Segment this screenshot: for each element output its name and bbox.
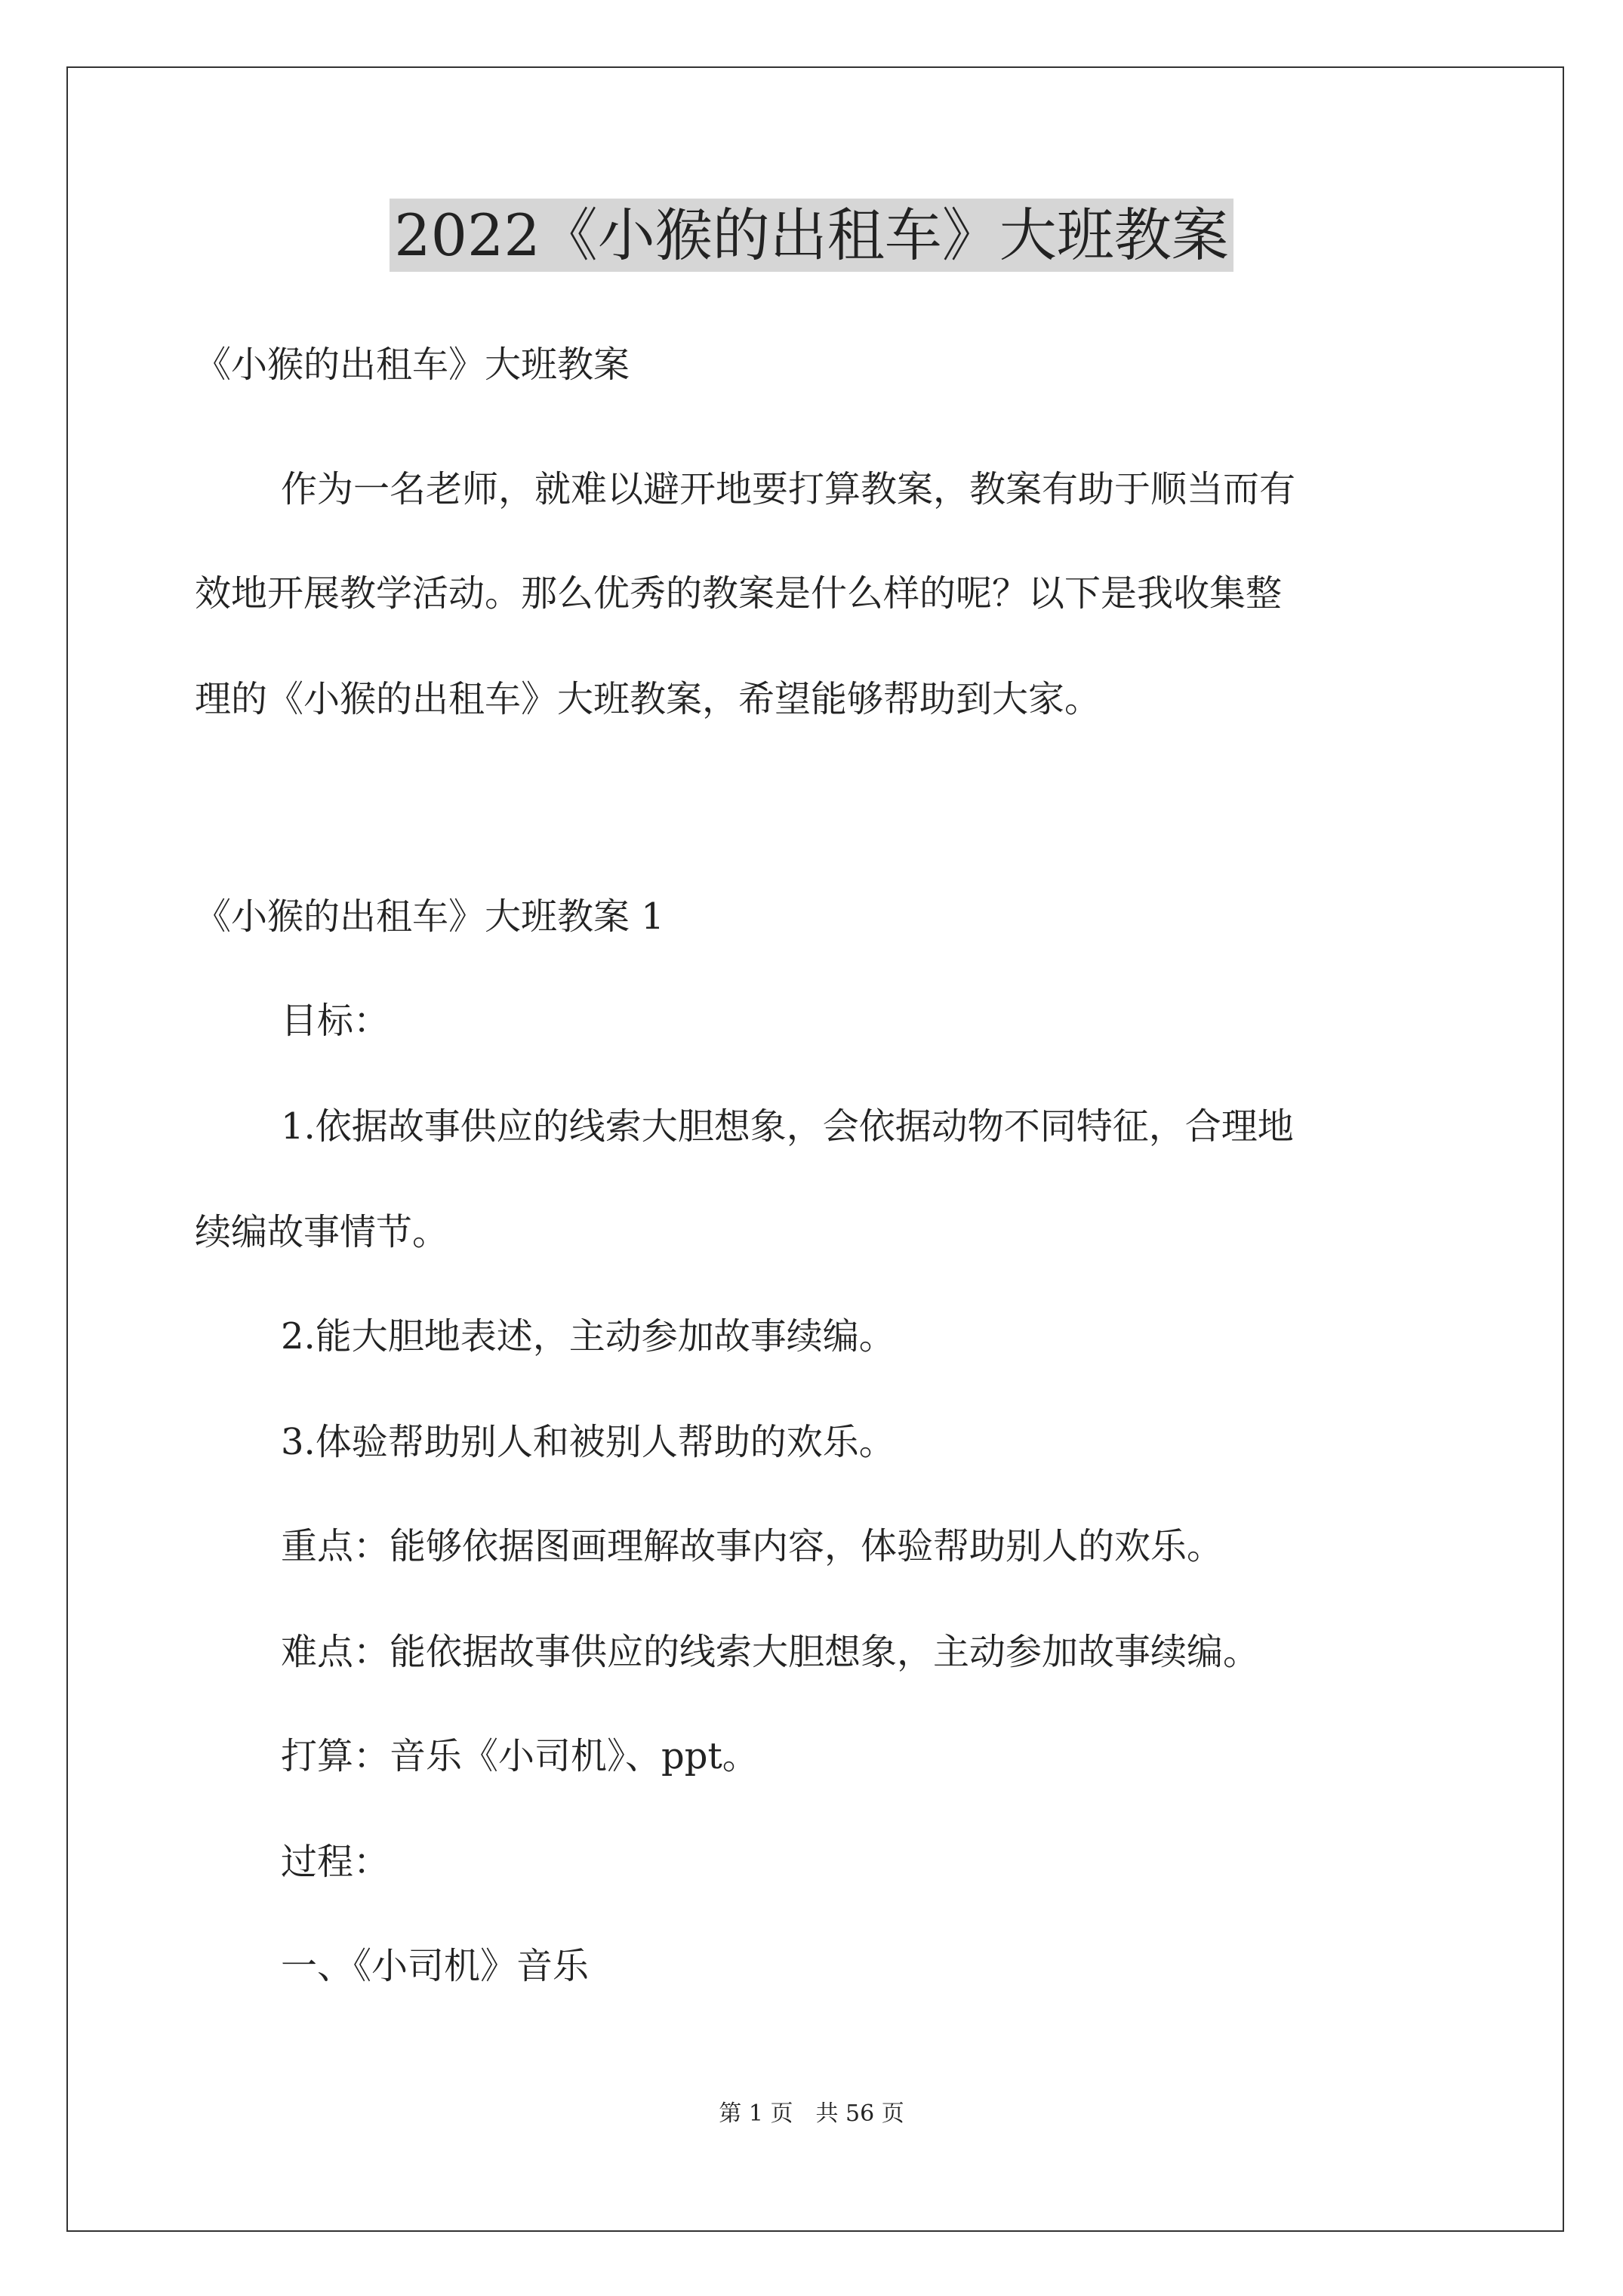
goal-1-line-1: 1.依据故事供应的线索大胆想象，会依据动物不同特征，合理地 — [281, 1105, 1294, 1148]
difficulty: 难点：能依据故事供应的线索大胆想象，主动参加故事续编。 — [281, 1631, 1260, 1673]
goals-label: 目标： — [281, 1000, 390, 1042]
goal-3: 3.体验帮助别人和被别人帮助的欢乐。 — [281, 1421, 895, 1463]
key-point: 重点：能够依据图画理解故事内容，体验帮助别人的欢乐。 — [281, 1525, 1224, 1567]
document-title — [0, 198, 1623, 273]
goal-2: 2.能大胆地表述，主动参加故事续编。 — [281, 1315, 895, 1358]
intro-line-2: 效地开展教学活动。那么优秀的教案是什么样的呢？以下是我收集整 — [195, 572, 1283, 615]
section-heading: 《小猴的出租车》大班教案 1 — [195, 895, 664, 938]
page-footer — [0, 2099, 1623, 2129]
process-label: 过程： — [281, 1841, 390, 1883]
page-border — [66, 66, 1564, 2232]
document-title-text: 2022《小猴的出租车》大班教案 — [390, 199, 1233, 272]
page-number: 第 1 页 共 56 页 — [719, 2100, 904, 2127]
intro-line-3: 理的《小猴的出租车》大班教案，希望能够帮助到大家。 — [195, 678, 1101, 720]
goal-1-line-2: 续编故事情节。 — [195, 1211, 449, 1253]
intro-line-1: 作为一名老师，就难以避开地要打算教案，教案有助于顺当而有 — [281, 468, 1296, 510]
process-step-1: 一、《小司机》音乐 — [281, 1945, 590, 1987]
preparation: 打算：音乐《小司机》、ppt。 — [281, 1735, 759, 1777]
document-subtitle: 《小猴的出租车》大班教案 — [195, 344, 630, 386]
